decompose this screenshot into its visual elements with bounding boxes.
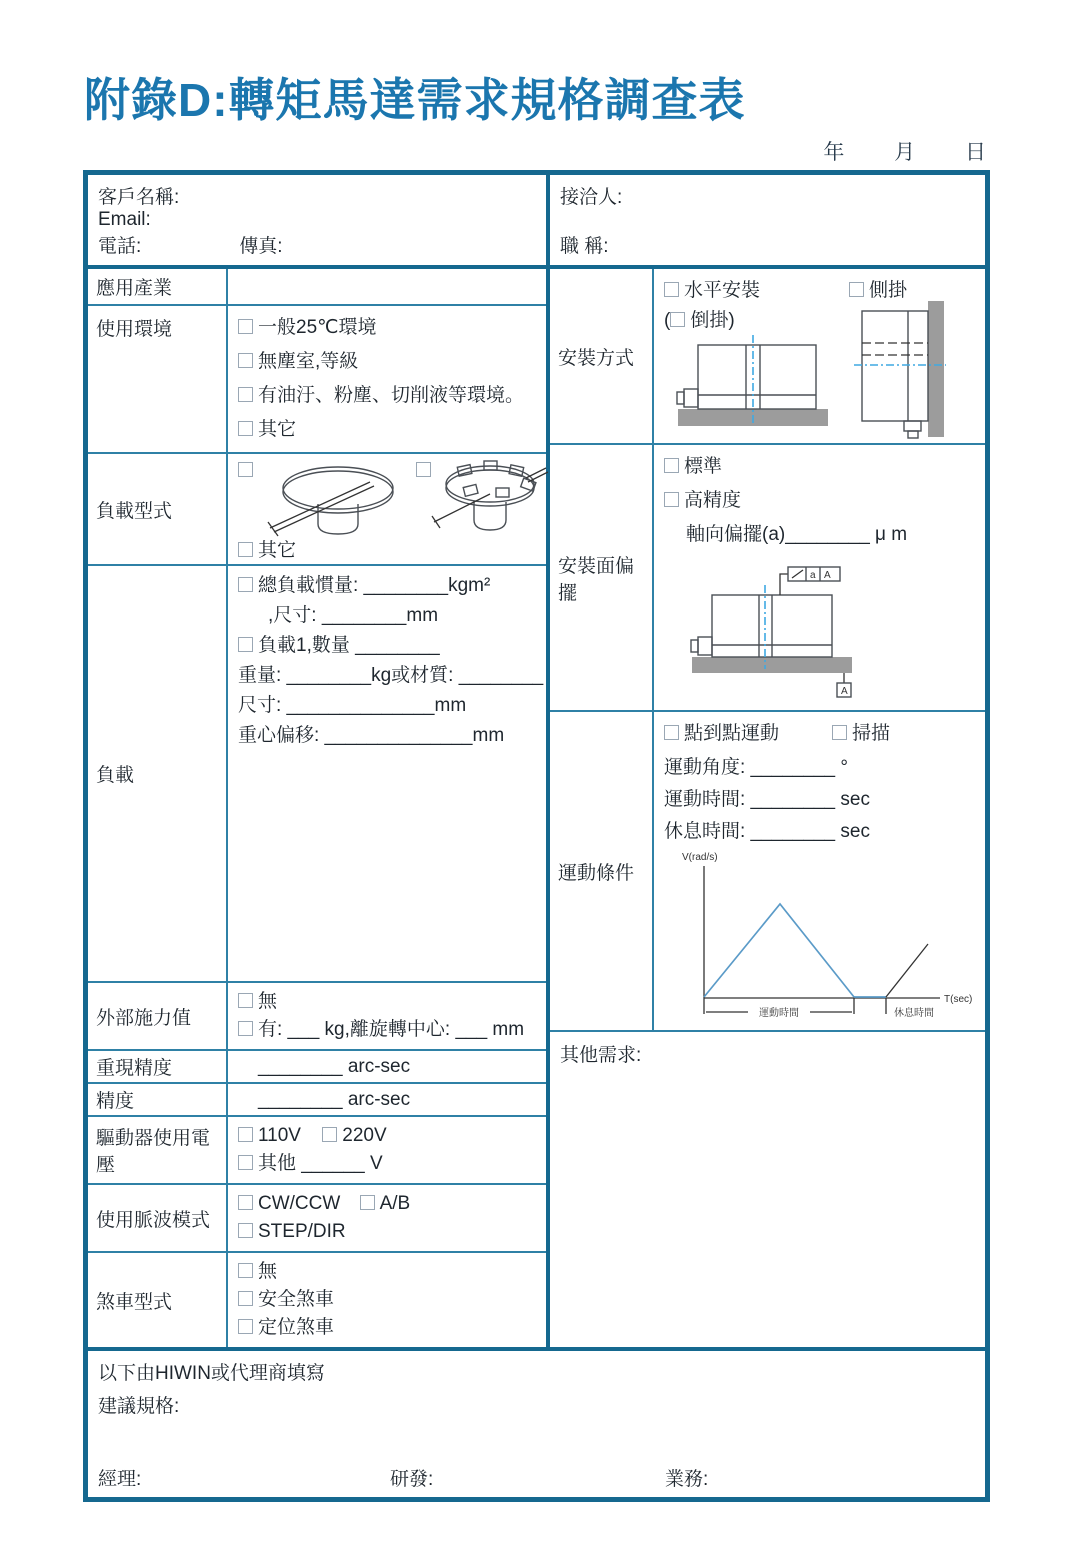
load-line: 重量: ________kg或材質: ________ [238,665,544,686]
checkbox-voltage-other[interactable] [238,1155,253,1170]
load-line [238,631,543,661]
checkbox-220v[interactable] [322,1127,337,1142]
voltage-other-line [238,1150,536,1178]
environment-option-label: 有油汙、粉塵、切削液等環境。 [258,385,525,406]
gdt-datum-letter: A [824,570,831,581]
checkbox-load-type-other[interactable] [238,542,253,557]
pulse-stepdir-line [238,1218,536,1246]
axial-runout-line: 軸向偏擺(a)________ μ m [686,524,908,545]
repeatability-value: ________ arc-sec [258,1055,411,1077]
ptp-label: 點到點運動 [684,723,780,744]
brake-none-label: 無 [258,1261,278,1282]
other-requirements-label: 其他需求: [560,1045,642,1066]
horizontal-mount-diagram [668,333,833,441]
total-inertia-label: 總負載慣量: ________kgm² [258,575,491,596]
page-title: 附錄D:轉矩馬達需求規格調查表 [84,74,746,126]
voltage-other-label: 其他 ______ V [258,1153,383,1174]
motion-cell [654,712,985,1030]
load-line: 重心偏移: ______________mm [238,725,505,746]
customer-info-row [88,175,985,269]
inverted-paren: ( [664,310,671,331]
brake-position-label: 定位煞車 [258,1317,335,1338]
brake-option [238,1286,536,1314]
runout-diagram [684,557,894,702]
checkbox-runout-standard[interactable] [664,458,679,473]
gdt-tolerance-letter: a [810,570,816,581]
contact-cell [550,175,985,265]
external-force-row [88,983,546,1051]
date-year-label: 年 [823,141,845,164]
other-requirements-row [550,1032,985,1290]
checkbox-total-inertia[interactable] [238,577,253,592]
industry-row [88,269,546,306]
turntable-diagram [258,460,408,540]
pulse-mode-row [88,1185,546,1253]
form-body [88,269,985,1347]
mounting-inverted-option [664,305,735,332]
checkbox-brake-none[interactable] [238,1263,253,1278]
checkbox-stepdir[interactable] [238,1223,253,1238]
customer-cell [88,175,550,265]
force-has-label: 有: ___ kg,離旋轉中心: ___ mm [258,1019,525,1040]
checkbox-load1[interactable] [238,637,253,652]
sales-label: 業務: [665,1469,709,1490]
signature-row [88,1464,985,1488]
runout-cell [654,445,985,710]
runout-high-label: 高精度 [684,490,742,511]
environment-option [238,345,536,379]
runout-high-option [664,485,741,512]
rest-time-line: 休息時間: ________ sec [664,821,870,842]
horizontal-mount-label: 水平安裝 [684,280,761,301]
suggestion-label: 建議規格: [98,1396,180,1417]
motion-angle-line: 運動角度: ________ ° [664,757,848,778]
checkbox-brake-safety[interactable] [238,1291,253,1306]
runout-label: 安裝面偏擺 [550,445,654,710]
environment-label: 使用環境 [88,306,228,452]
environment-options-cell [228,306,546,452]
voltage-row [88,1117,546,1185]
phone-fax-line [98,231,536,258]
voltage-options-line [238,1122,536,1150]
date-day-label: 日 [965,141,986,164]
pulse-ab-label: A/B [379,1193,411,1214]
checkbox-environment-other[interactable] [238,421,253,436]
load-line [238,571,543,601]
load-cell [228,566,553,981]
brake-row [88,1253,546,1347]
mounting-row [550,269,985,445]
fax-label: 傳真: [239,236,283,257]
checkbox-point-to-point[interactable] [664,725,679,740]
brake-option [238,1314,536,1342]
external-force-none-option [238,988,536,1016]
environment-option [238,379,536,413]
load-type-row [88,454,546,566]
environment-option-label: 一般25℃環境 [258,317,377,338]
environment-row [88,306,546,454]
chart-rest-time-label: 休息時間 [894,1008,934,1019]
velocity-profile-chart [672,846,972,1024]
load-type-other-option [238,535,296,562]
customer-name-label: 客戶名稱: [98,187,180,208]
accuracy-value: ________ arc-sec [258,1088,411,1110]
runout-standard-option [664,451,722,478]
checkbox-environment-cleanroom[interactable] [238,353,253,368]
motion-time-line: 運動時間: ________ sec [664,789,870,810]
industry-value-cell [228,269,546,304]
checkbox-environment-oil-dust[interactable] [238,387,253,402]
brake-safety-label: 安全煞車 [258,1289,335,1310]
checkbox-ab[interactable] [360,1195,375,1210]
checkbox-cwccw[interactable] [238,1195,253,1210]
load-type-label: 負載型式 [88,454,228,564]
load-type-cell [228,454,546,564]
runout-standard-label: 標準 [684,456,723,477]
mounting-horizontal-option [664,275,760,302]
pulse-cwccw-label: CW/CCW [258,1193,341,1214]
environment-option-label: 其它 [258,419,297,440]
mounting-cell [654,269,985,443]
side-mount-diagram [852,297,952,442]
pulse-options-line [238,1190,536,1218]
voltage-label: 驅動器使用電壓 [88,1117,228,1183]
brake-option [238,1258,536,1286]
runout-row [550,445,985,712]
hiwin-section [88,1347,985,1497]
form-body-right [550,269,985,1347]
date-line [83,136,986,166]
date-month-label: 月 [894,141,916,164]
pulse-mode-cell [228,1185,546,1251]
turntable-with-loads-diagram [430,456,548,540]
accuracy-row [88,1084,546,1117]
brake-label: 煞車型式 [88,1253,228,1347]
checkbox-load-type-disc[interactable] [238,462,253,477]
scan-label: 掃描 [852,723,891,744]
other-requirements-cell [550,1032,985,1290]
load-line: ,尺寸: ________mm [268,605,439,626]
rd-label: 研發: [390,1469,434,1490]
email-label: Email: [98,209,151,230]
environment-option [238,311,536,345]
job-title-label: 職 稱: [560,236,609,257]
checkbox-scan[interactable] [832,725,847,740]
repeatability-row [88,1051,546,1084]
mounting-label: 安裝方式 [550,269,654,443]
load-row [88,566,546,983]
form-body-left [88,269,550,1347]
contact-label: 接洽人: [560,187,623,208]
external-force-label: 外部施力值 [88,983,228,1049]
voltage-110v-label: 110V [258,1125,301,1146]
checkbox-force-has[interactable] [238,1021,253,1036]
checkbox-110v[interactable] [238,1127,253,1142]
checkbox-side-mount[interactable] [849,282,864,297]
chart-x-label: T(sec) [944,994,972,1005]
checkbox-load-type-disc-loads[interactable] [416,462,431,477]
checkbox-brake-position[interactable] [238,1319,253,1334]
environment-option-label: 無塵室,等級 [258,351,359,372]
phone-label: 電話: [98,236,142,257]
load-line: 尺寸: ______________mm [238,695,467,716]
checkbox-force-none[interactable] [238,993,253,1008]
voltage-220v-label: 220V [342,1125,387,1146]
brake-cell [228,1253,546,1347]
motion-label: 運動條件 [550,712,654,1030]
external-force-cell [228,983,546,1049]
pulse-mode-label: 使用脈波模式 [88,1185,228,1251]
datum-flag-letter: A [841,686,848,697]
accuracy-label: 精度 [88,1084,228,1115]
repeatability-label: 重現精度 [88,1051,228,1082]
voltage-cell [228,1117,546,1183]
pulse-stepdir-label: STEP/DIR [258,1221,346,1242]
manager-label: 經理: [98,1469,142,1490]
force-none-label: 無 [258,991,278,1012]
motion-ptp-option [664,718,779,745]
environment-option [238,413,536,447]
load1-label: 負載1,數量 ________ [258,635,440,656]
industry-label: 應用產業 [88,269,228,304]
inverted-mount-label: 倒掛) [690,310,735,331]
chart-y-label: V(rad/s) [682,852,718,863]
chart-move-time-label: 運動時間 [759,1008,799,1019]
survey-form-table [83,170,990,1502]
checkbox-runout-high-precision[interactable] [664,492,679,507]
checkbox-inverted-mount[interactable] [670,312,685,327]
checkbox-environment-normal[interactable] [238,319,253,334]
checkbox-horizontal-mount[interactable] [664,282,679,297]
load-label: 負載 [88,566,228,981]
motion-row [550,712,985,1032]
side-mount-label: 側掛 [869,280,908,301]
hiwin-note: 以下由HIWIN或代理商填寫 [98,1363,325,1384]
load-type-other-label: 其它 [258,540,297,561]
external-force-has-option [238,1016,536,1044]
motion-scan-option [832,718,890,745]
